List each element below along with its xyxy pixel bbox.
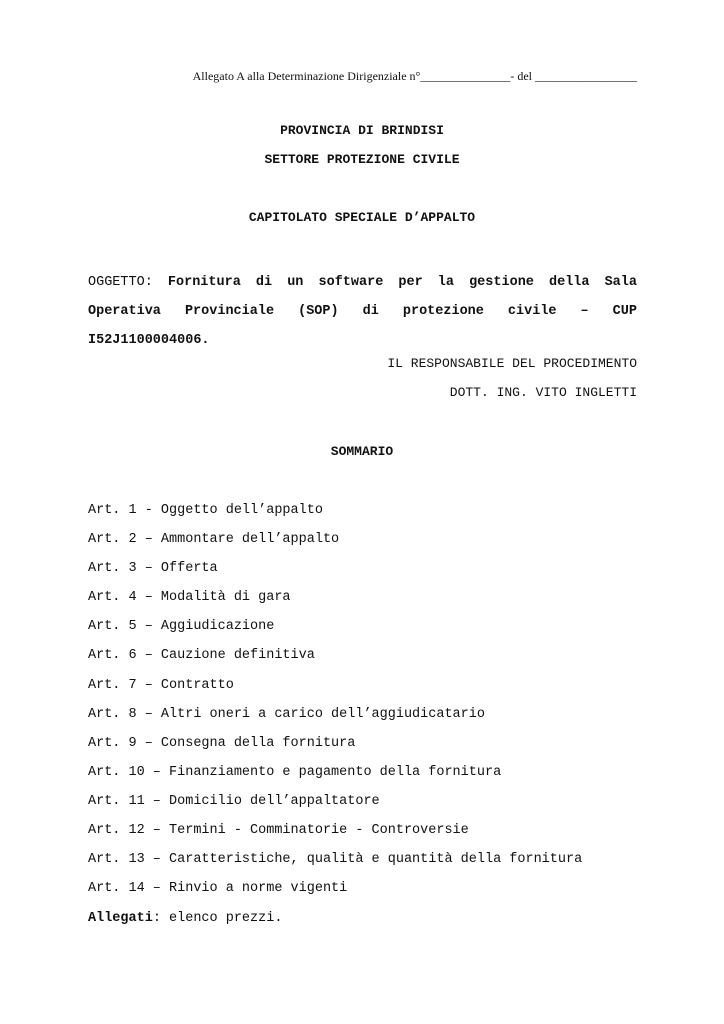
summary-item: Art. 2 – Ammontare dell’appalto — [88, 532, 340, 548]
summary-item: Art. 3 – Offerta — [88, 561, 218, 577]
summary-item: Art. 12 – Termini - Comminatorie - Controversie — [88, 823, 469, 839]
summary-item: Art. 9 – Consegna della fornitura — [88, 735, 356, 751]
summary-item: Art. 10 – Finanziamento e pagamento della fornitura — [88, 764, 502, 780]
subject-label: OGGETTO: — [88, 275, 153, 290]
summary-item: Art. 14 – Rinvio a norme vigenti — [88, 881, 348, 897]
province-title: PROVINCIA DI BRINDISI — [280, 123, 444, 138]
responsible-role: IL RESPONSABILE DEL PROCEDIMENTO — [387, 356, 637, 371]
attachments-label: Allegati — [88, 911, 153, 926]
subject-text: Fornitura di un software per la gestione della Sala Operativa Provinciale (SOP) di protezione civile – CUP I52J1100004006. — [88, 275, 637, 348]
summary-item: Art. 4 – Modalità di gara — [88, 590, 291, 606]
attachments-text: : elenco prezzi. — [152, 911, 283, 926]
annex-header: Allegato A alla Determinazione Dirigenziale n°_______________- del _________________ — [192, 69, 637, 83]
summary-item: Art. 5 – Aggiudicazione — [88, 619, 275, 635]
document-title: CAPITOLATO SPECIALE D’APPALTO — [248, 210, 476, 225]
summary-item: Art. 7 – Contratto — [88, 677, 234, 693]
summary-item: Art. 1 - Oggetto dell’appalto — [88, 503, 323, 518]
summary-item: Art. 11 – Domicilio dell’appaltatore — [88, 793, 380, 809]
sector-title: SETTORE PROTEZIONE CIVILE — [264, 152, 460, 167]
summary-item: Art. 13 – Caratteristiche, qualità e quantità della fornitura — [88, 852, 583, 868]
subject-paragraph — [88, 268, 637, 355]
summary-heading: SOMMARIO — [330, 444, 394, 459]
summary-item: Art. 6 – Cauzione definitiva — [88, 648, 315, 664]
summary-item: Art. 8 – Altri oneri a carico dell’aggiudicatario — [88, 706, 485, 722]
summary-list — [88, 502, 582, 909]
responsible-name: DOTT. ING. VITO INGLETTI — [449, 385, 637, 400]
attachments-line — [88, 911, 282, 926]
